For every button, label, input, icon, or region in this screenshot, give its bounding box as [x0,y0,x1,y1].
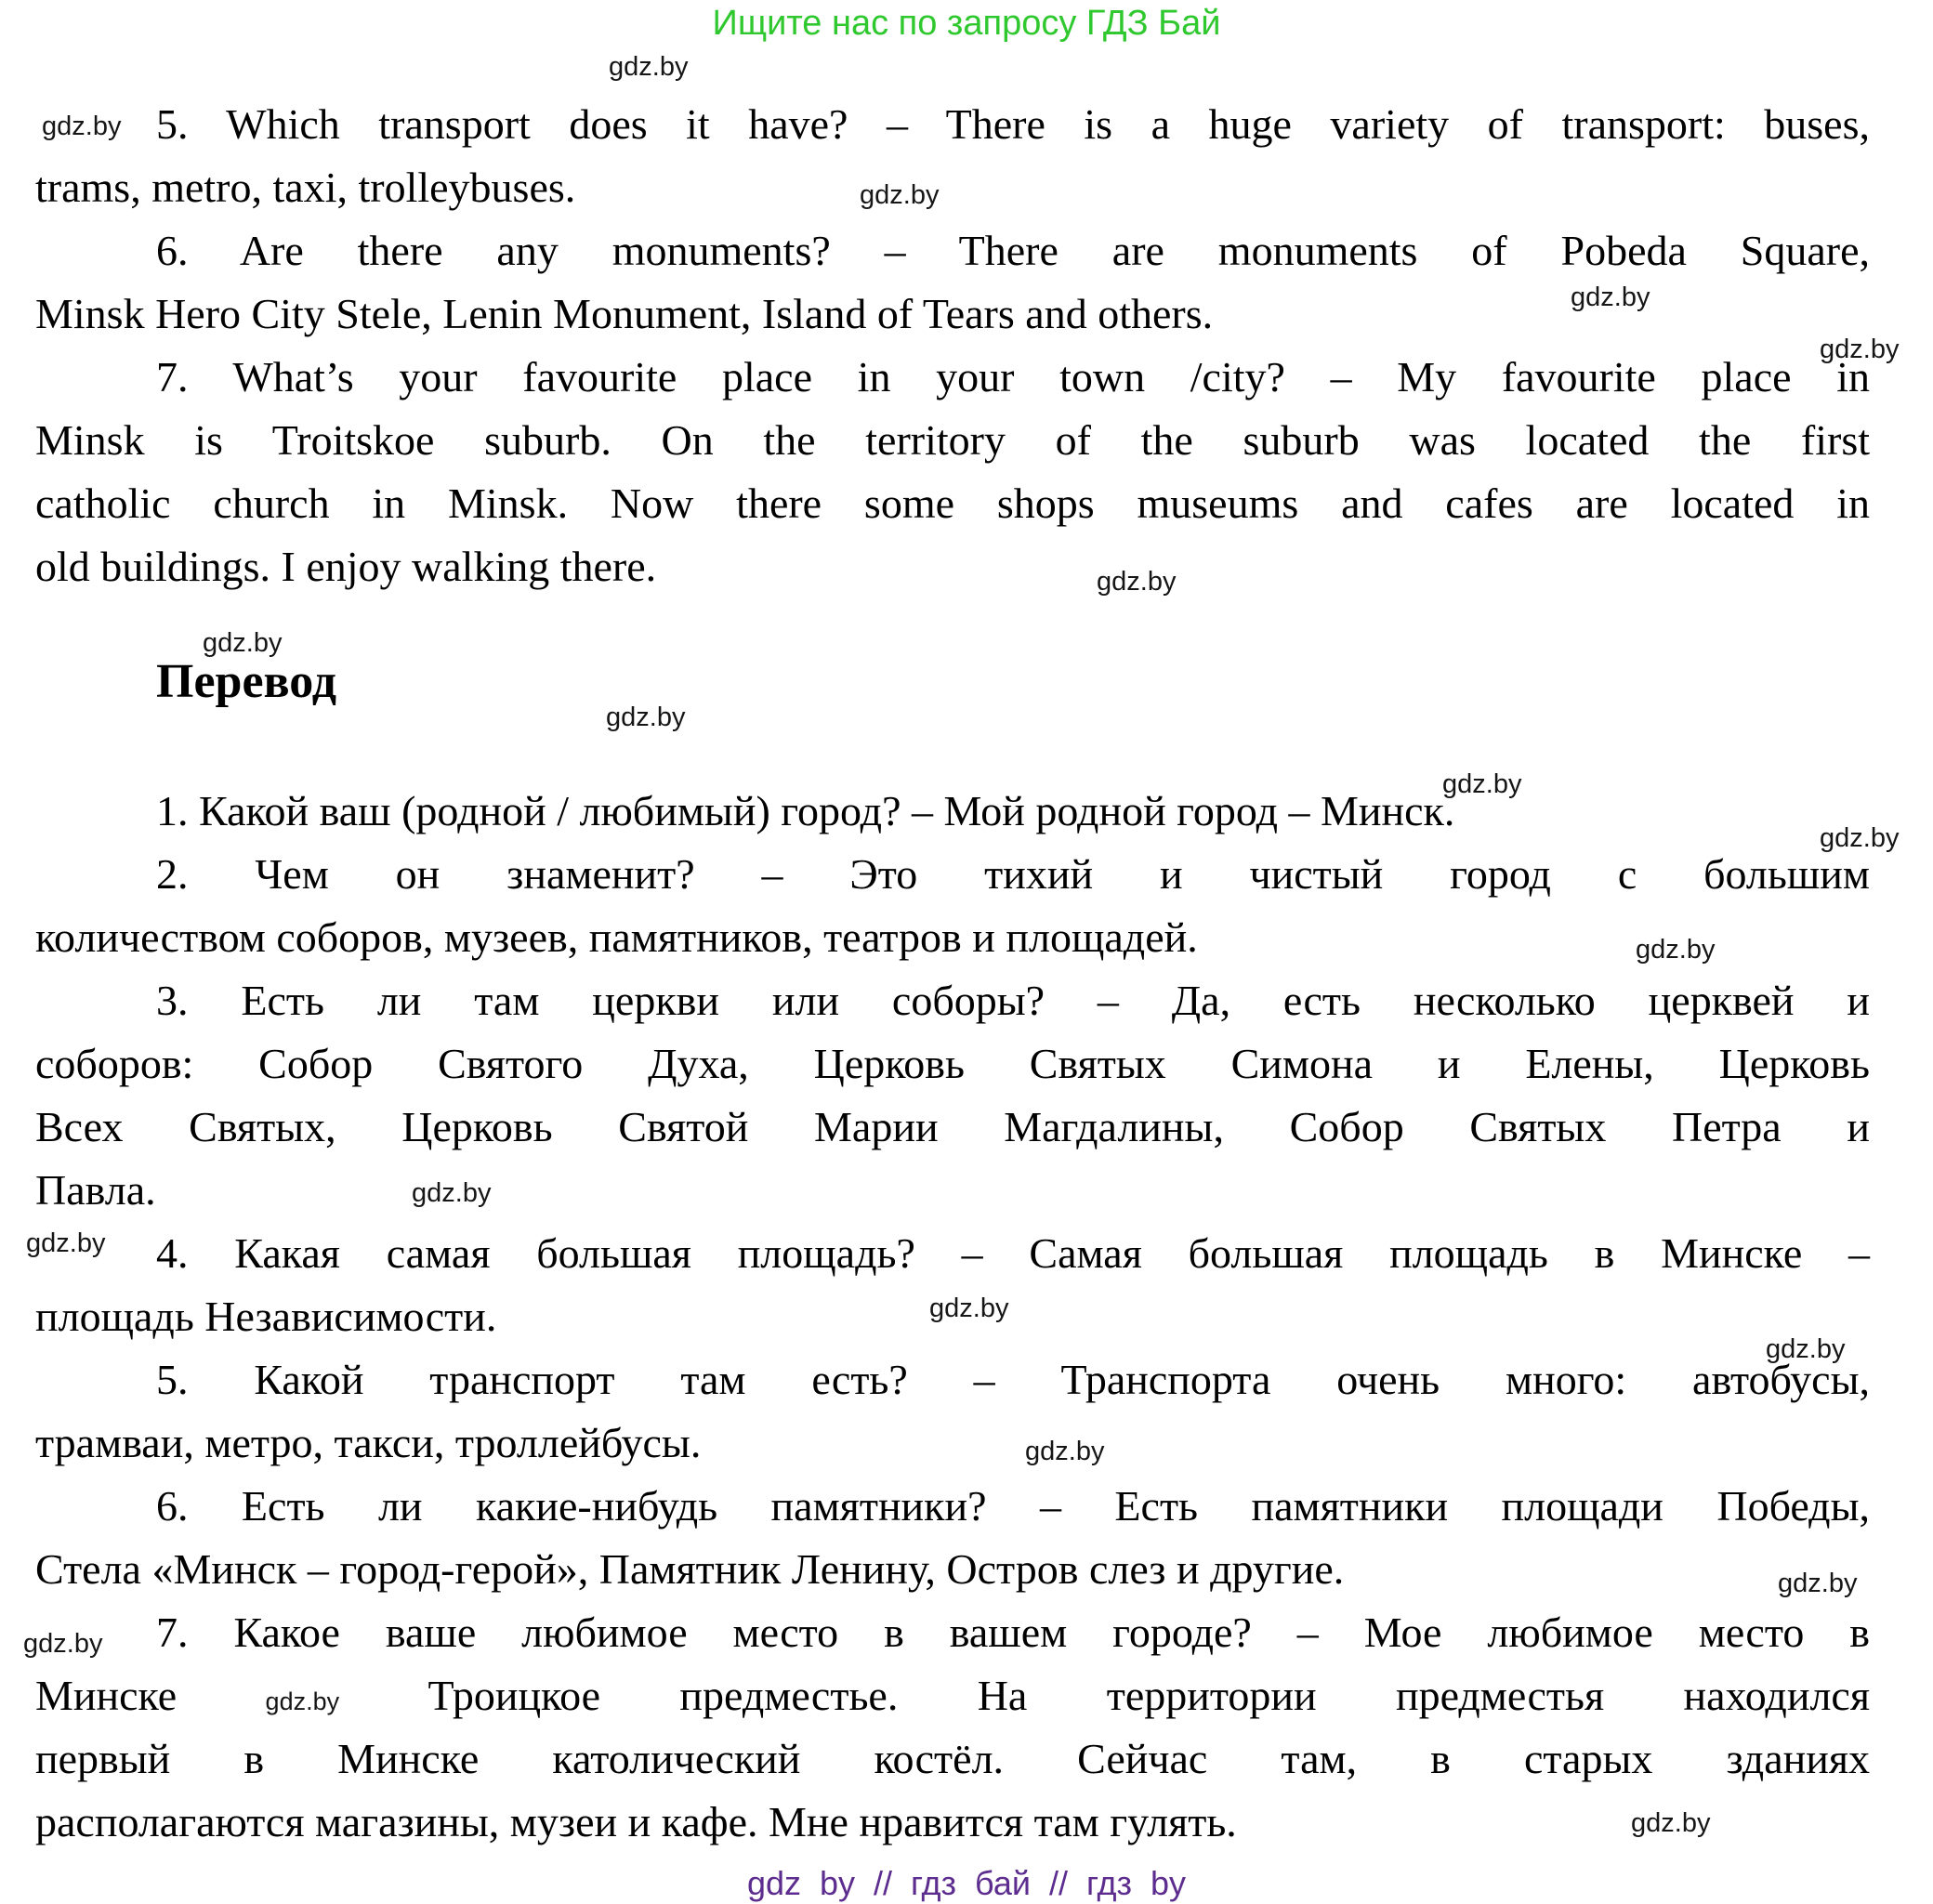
text-line: Minsk Hero City Stele, Lenin Monument, Island of Tears and others. [35,290,1214,337]
gdzby-watermark: gdz.by [42,112,122,141]
russian-answer-paragraph [35,1475,1870,1601]
gdzby-watermark: gdz.by [203,628,283,658]
text-line: соборов: Собор Святого Духа, Церковь Святых Симона и Елены, Церковь [35,1040,1870,1087]
gdzby-watermark: gdz.by [1631,1808,1711,1838]
text-line: количеством соборов, музеев, памятников, театров и площадей. [35,913,1198,961]
text-line: площадь Независимости. [35,1293,497,1340]
russian-answer-paragraph [35,969,1870,1222]
gdzby-watermark: gdz.by [1442,769,1522,799]
gdzby-watermark: gdz.by [1636,935,1716,965]
text-line: первый в Минске католический костёл. Сейчас там, в старых зданиях [35,1735,1870,1782]
english-answer-paragraph [35,93,1870,219]
text-line: трамваи, метро, такси, троллейбусы. [35,1419,702,1466]
text-line: 4. Какая самая большая площадь? – Самая большая площадь в Минске – [156,1229,1870,1277]
text-line: old buildings. I enjoy walking there. [35,543,657,590]
english-answers-block [35,93,1870,598]
text-line: 6. Есть ли какие-нибудь памятники? – Есть памятники площади Победы, [156,1482,1870,1530]
text-line: trams, metro, taxi, trolleybuses. [35,164,576,211]
gdzby-watermark: gdz.by [609,52,689,82]
gdzby-watermark: gdz.by [1820,823,1900,853]
text-line: Павла. [35,1166,156,1214]
english-answer-paragraph [35,219,1870,346]
gdzby-watermark: gdz.by [1025,1437,1105,1466]
gdzby-watermark: gdz.by [265,1687,340,1715]
text-line: 7. What’s your favourite place in your town /city? – My favourite place in [156,353,1870,400]
russian-translation-block [35,780,1870,1854]
footer-credits: gdz by // гдз бай // гдз by [746,1864,1187,1902]
text-line: 3. Есть ли там церкви или соборы? – Да, есть несколько церквей и [156,977,1870,1024]
text-line: catholic church in Minsk. Now there some shops museums and cafes are located in [35,479,1870,527]
translation-heading: Перевод [156,655,337,708]
text-line: располагаются магазины, музеи и кафе. Мне нравится там гулять. [35,1798,1237,1845]
text-line: 1. Какой ваш (родной / любимый) город? – Мой родной город – Минск. [156,787,1455,834]
text-line: Minsk is Troitskoe suburb. On the territory of the suburb was located the first [35,416,1870,464]
gdzby-watermark: gdz.by [412,1178,492,1208]
gdzby-watermark: gdz.by [929,1293,1009,1323]
text-line: 5. Which transport does it have? – There is a huge variety of transport: buses, [156,100,1870,148]
text-line: 7. Какое ваше любимое место в вашем городе? – Мое любимое место в [156,1609,1870,1656]
gdzby-watermark: gdz.by [860,180,940,210]
gdzby-watermark: gdz.by [1820,335,1900,364]
russian-answer-paragraph [35,1348,1870,1475]
gdzby-watermark: gdz.by [1097,567,1177,597]
english-answer-paragraph [35,346,1870,598]
russian-answer-paragraph [35,843,1870,969]
gdzby-watermark: gdz.by [1766,1334,1846,1364]
gdzby-watermark: gdz.by [606,703,686,732]
gdzby-watermark: gdz.by [1778,1569,1858,1598]
russian-answer-paragraph [35,1601,1870,1854]
text-line: Всех Святых, Церковь Святой Марии Магдалины, Собор Святых Петра и [35,1103,1870,1150]
promo-banner: Ищите нас по запросу ГДЗ Бай [712,4,1221,43]
gdzby-watermark: gdz.by [23,1629,103,1659]
text-line: 2. Чем он знаменит? – Это тихий и чистый город с большим [156,850,1870,898]
gdzby-watermark: gdz.by [1571,282,1650,312]
text-line: Минске gdz.by Троицкое предместье. На территории предместья находился [35,1672,1870,1719]
gdzby-watermark: gdz.by [26,1228,106,1258]
text-line: 5. Какой транспорт там есть? – Транспорта очень много: автобусы, [156,1356,1870,1403]
text-line: 6. Are there any monuments? – There are monuments of Pobeda Square, [156,227,1870,274]
russian-answer-paragraph [35,780,1870,843]
text-line: Стела «Минск – город-герой», Памятник Ленину, Остров слез и другие. [35,1545,1345,1593]
russian-answer-paragraph [35,1222,1870,1348]
